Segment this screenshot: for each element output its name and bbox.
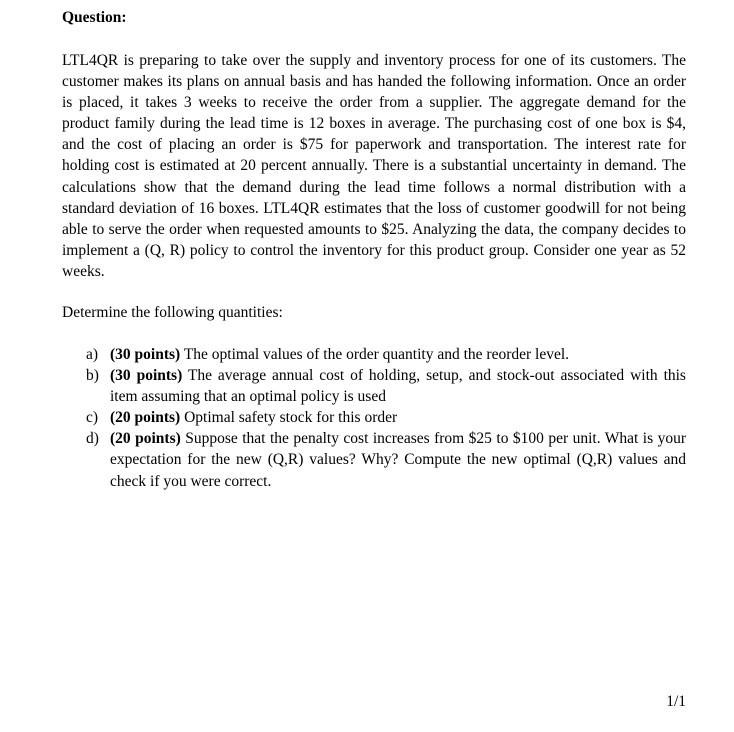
question-item-a — [86, 344, 686, 365]
question-marker: a) — [86, 346, 99, 363]
question-text: Optimal safety stock for this order — [184, 409, 398, 427]
question-marker: d) — [86, 430, 99, 448]
question-item-c — [86, 407, 686, 428]
question-points: (30 points) — [110, 346, 181, 363]
question-points: (20 points) — [110, 409, 181, 427]
question-item-d — [86, 428, 686, 491]
question-text: The average annual cost of holding, setup, and stock-out associated with this item assuming that an optimal policy is used — [110, 367, 686, 406]
question-marker: c) — [86, 409, 99, 427]
questions-intro: Determine the following quantities: — [62, 304, 283, 321]
question-item-b — [86, 365, 686, 407]
question-heading: Question: — [62, 9, 127, 26]
question-list — [86, 344, 686, 492]
question-text: Suppose that the penalty cost increases from $25 to $100 per unit. What is your expectation for the new (Q,R) values? Why? Compute the new optimal (Q,R) values and check if you were correct. — [110, 430, 687, 490]
question-text: The optimal values of the order quantity and the reorder level. — [183, 346, 570, 363]
question-marker: b) — [86, 367, 99, 385]
problem-statement: LTL4QR is preparing to take over the supply and inventory process for one of its customers. The customer makes its plans on annual basis and has handed the following information. Once an order is placed, it takes 3 weeks to receive the order from a supplier. The aggregate demand for the product family during the lead time is 12 boxes in average. The purchasing cost of one box is $4, and the cost of placing an order is $75 for paperwork and transportation. The interest rate for holding cost is estimated at 20 percent annually. There is a substantial uncertainty in demand. The calculations show that the demand during the lead time follows a normal distribution with a standard deviation of 16 boxes. LTL4QR estimates that the loss of customer goodwill for not being able to serve the order when requested amounts to $25. Analyzing the data, the company decides to implement a (Q, R) policy to control the inventory for this product group. Consider one year as 52 weeks. — [62, 52, 686, 280]
question-points: (20 points) — [110, 430, 181, 448]
question-points: (30 points) — [110, 367, 183, 385]
page-number: 1/1 — [666, 693, 686, 710]
